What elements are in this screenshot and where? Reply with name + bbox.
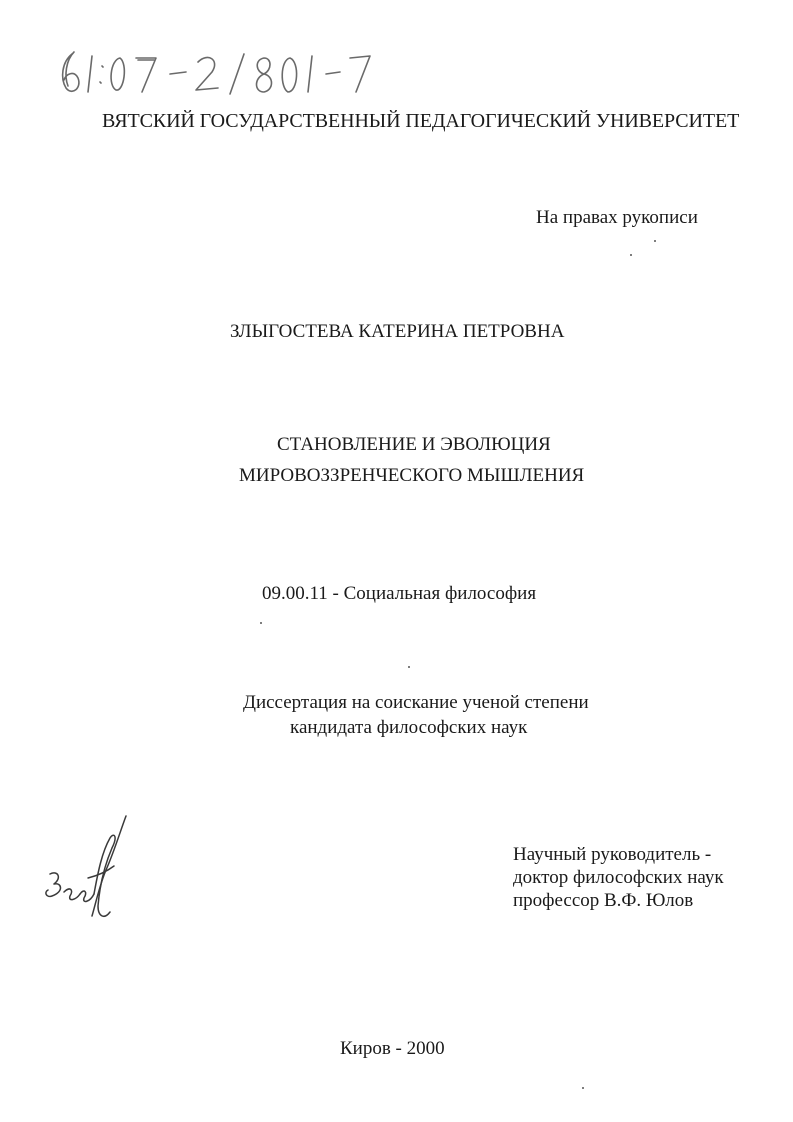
author-name: ЗЛЫГОСТЕВА КАТЕРИНА ПЕТРОВНА: [230, 321, 565, 342]
supervisor-line-3: профессор В.Ф. Юлов: [513, 890, 694, 911]
specialty-code: 09.00.11 - Социальная философия: [262, 583, 537, 604]
degree-line-1: Диссертация на соискание ученой степени: [243, 692, 589, 713]
scan-speck: [260, 622, 262, 624]
manuscript-rights-note: На правах рукописи: [536, 207, 698, 228]
dissertation-title-line-2: МИРОВОЗЗРЕНЧЕСКОГО МЫШЛЕНИЯ: [239, 465, 585, 486]
scan-speck: [630, 254, 632, 256]
scan-speck: [654, 240, 656, 242]
scan-speck: [408, 666, 410, 668]
scan-speck: [582, 1087, 584, 1089]
supervisor-line-2: доктор философских наук: [513, 867, 724, 888]
dissertation-title-line-1: СТАНОВЛЕНИЕ И ЭВОЛЮЦИЯ: [277, 434, 551, 455]
place-and-year: Киров - 2000: [340, 1038, 445, 1059]
handwritten-archive-number: [58, 48, 378, 100]
degree-line-2: кандидата философских наук: [290, 717, 528, 738]
handwritten-signature: [40, 812, 136, 930]
supervisor-line-1: Научный руководитель -: [513, 844, 712, 865]
university-name: ВЯТСКИЙ ГОСУДАРСТВЕННЫЙ ПЕДАГОГИЧЕСКИЙ УНИВЕРСИТЕТ: [102, 110, 740, 132]
